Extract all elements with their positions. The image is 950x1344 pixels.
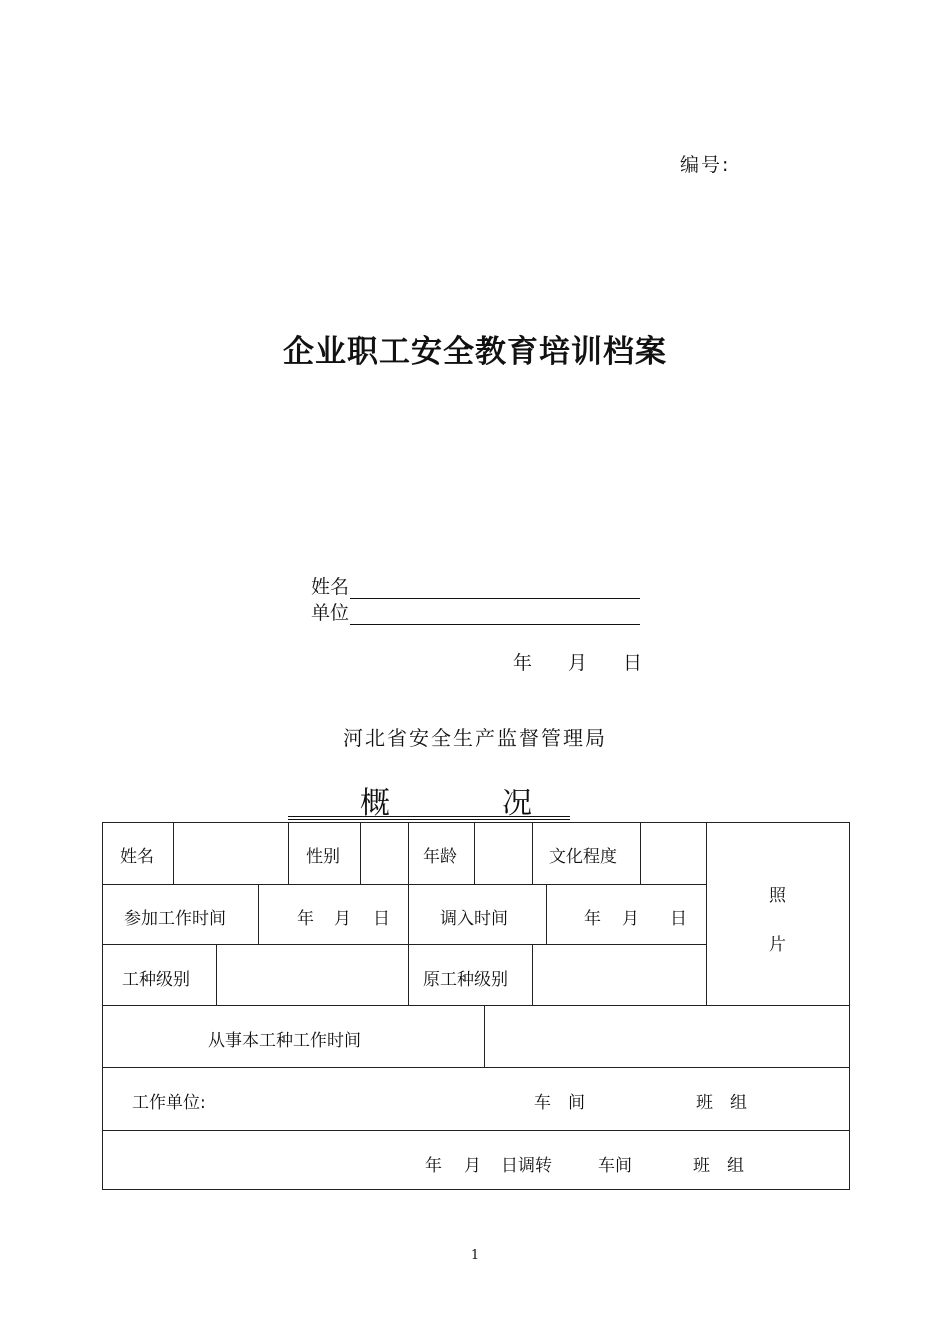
section-heading-char-1: 概 (360, 786, 390, 821)
document-title: 企业职工安全教育培训档案 (283, 334, 667, 370)
name-field (311, 572, 640, 599)
table-rule (216, 944, 217, 1005)
name-header: 姓名 (120, 847, 154, 867)
job-grade-header: 工种级别 (122, 970, 190, 990)
table-rule (408, 884, 409, 1005)
archive-number-label: 编号: (680, 154, 731, 176)
name-field-label: 姓名 (311, 576, 350, 598)
cover-date-year: 年 (513, 652, 533, 674)
transfer-row-month: 月 (464, 1156, 481, 1176)
section-heading-char-2: 况 (502, 786, 532, 821)
table-rule (103, 884, 706, 885)
table-rule (173, 823, 174, 884)
table-rule (546, 884, 547, 944)
original-job-grade-header: 原工种级别 (423, 970, 508, 990)
unit-field-label: 单位 (311, 602, 350, 624)
join-work-time-header: 参加工作时间 (124, 909, 226, 929)
team-label: 班 组 (696, 1093, 747, 1113)
table-rule (103, 1130, 849, 1131)
table-rule (474, 823, 475, 884)
table-rule (706, 823, 707, 1005)
cover-date-month: 月 (568, 652, 588, 674)
table-rule (258, 884, 259, 944)
table-rule (103, 1005, 849, 1006)
age-header: 年龄 (423, 847, 457, 867)
transfer-date-month: 月 (622, 909, 639, 929)
photo-label-1: 照 (769, 886, 786, 906)
transfer-date-year: 年 (584, 909, 601, 929)
years-in-job-header: 从事本工种工作时间 (208, 1031, 361, 1051)
unit-field (311, 598, 640, 625)
join-date-day: 日 (373, 909, 390, 929)
table-rule (288, 823, 289, 884)
table-rule (360, 823, 361, 884)
table-rule (640, 823, 641, 884)
join-date-month: 月 (334, 909, 351, 929)
unit-field-line (350, 606, 640, 625)
table-rule (532, 944, 533, 1005)
transfer-row-day-transfer: 日调转 (501, 1156, 552, 1176)
cover-date (513, 648, 642, 675)
transfer-date-day: 日 (670, 909, 687, 929)
workshop-label: 车 间 (534, 1093, 585, 1113)
education-header: 文化程度 (549, 847, 617, 867)
photo-label-2: 片 (769, 935, 786, 955)
table-rule (103, 1067, 849, 1068)
table-rule (532, 823, 533, 884)
cover-date-day: 日 (623, 652, 643, 674)
name-field-line (350, 580, 640, 599)
work-unit-label: 工作单位: (132, 1093, 206, 1113)
join-date-year: 年 (297, 909, 314, 929)
section-heading (288, 778, 570, 820)
table-rule (408, 823, 409, 884)
overview-table (102, 822, 850, 1190)
transfer-row-team: 班 组 (693, 1156, 744, 1176)
gender-header: 性别 (306, 847, 340, 867)
page-number: 1 (470, 1248, 480, 1263)
transfer-row-workshop: 车间 (598, 1156, 632, 1176)
transfer-in-time-header: 调入时间 (440, 909, 508, 929)
issuing-authority: 河北省安全生产监督管理局 (343, 726, 607, 750)
table-rule (103, 944, 706, 945)
transfer-row-year: 年 (425, 1156, 442, 1176)
table-rule (484, 1005, 485, 1067)
